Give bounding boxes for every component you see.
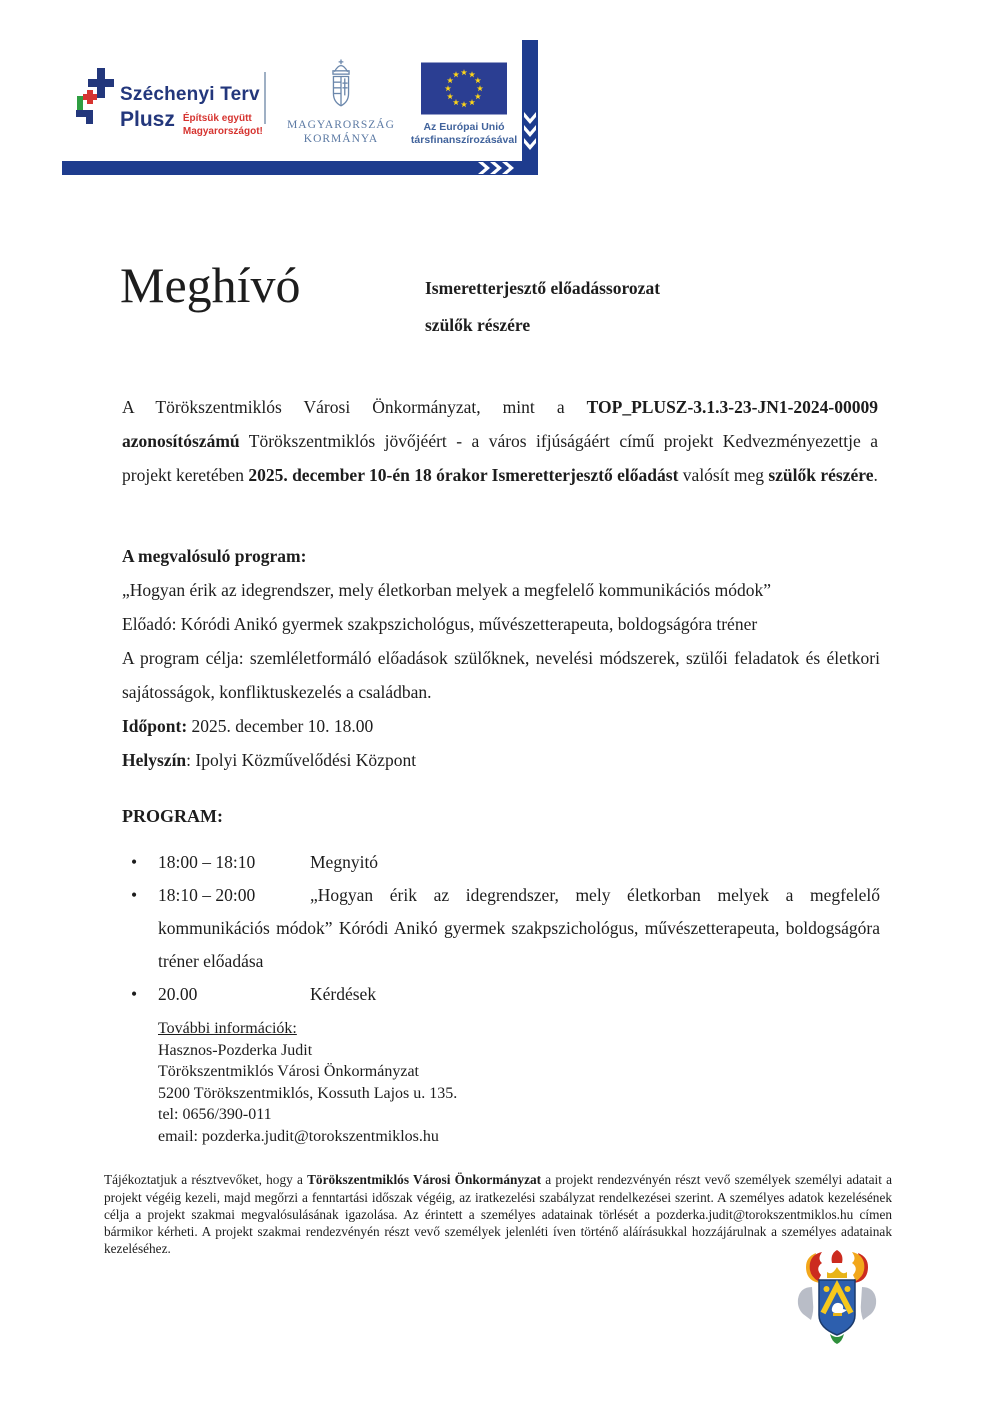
bullet-dot-icon: • (131, 984, 138, 1004)
eu-flag-icon (421, 62, 507, 115)
page-subtitle (425, 270, 660, 344)
schedule-heading: PROGRAM: (122, 806, 223, 826)
header-divider (264, 72, 266, 124)
contact-line: email: pozderka.judit@torokszentmiklos.hu (158, 1127, 439, 1145)
header-horizontal-bar (62, 161, 538, 175)
contact-heading: További információk: (158, 1020, 297, 1037)
szechenyi-logo-plusz: Plusz (120, 108, 175, 131)
schedule-item-time: 18:00 – 18:10 (158, 852, 256, 872)
hungary-government-label: MAGYARORSZÁG KORMÁNYA (287, 119, 395, 145)
chevrons-down-icon (524, 112, 536, 152)
program-section-heading: A megvalósuló program: (122, 546, 307, 566)
eu-cofinancing-logo (404, 62, 524, 147)
program-line: „Hogyan érik az idegrendszer, mely életkorban melyek a megfelelő kommunikációs módok” (122, 580, 771, 600)
hungary-coat-of-arms-icon (324, 56, 358, 114)
date-label: Időpont: (122, 716, 188, 736)
contact-line: Hasznos-Pozderka Judit (158, 1041, 313, 1059)
schedule-item-time: 18:10 – 20:00 (158, 885, 256, 905)
contact-line: 5200 Törökszentmiklós, Kossuth Lajos u. 135. (158, 1084, 458, 1102)
page-title: Meghívó (120, 257, 301, 313)
program-lines (122, 573, 880, 709)
bullet-dot-icon: • (131, 852, 138, 872)
venue-label: Helyszín (122, 750, 187, 770)
program-section (122, 539, 880, 777)
program-venue-line (122, 743, 880, 777)
program-line: Előadó: Kóródi Anikó gyermek szakpszichológus, művészetterapeuta, boldogságóra tréner (122, 614, 758, 634)
contact-block (158, 1018, 457, 1147)
schedule-item (131, 978, 880, 1011)
contact-line: Törökszentmiklós Városi Önkormányzat (158, 1063, 419, 1080)
contact-lines (158, 1040, 457, 1148)
schedule-item (131, 846, 880, 879)
szechenyi-terv-plusz-logo (76, 64, 276, 154)
date-value: 2025. december 10. 18.00 (187, 716, 374, 736)
subtitle-line-1: Ismeretterjesztő előadássorozat (425, 278, 661, 298)
schedule-item-description: „Hogyan érik az idegrendszer, mely életkorban melyek a megfelelő kommunikációs módok” Kóródi Anikó gyermek szakpszichológus, művészetterapeuta, boldogságóra tréner előadása (158, 885, 880, 971)
privacy-disclaimer: Tájékoztatjuk a résztvevőket, hogy a Törökszentmiklós Városi Önkormányzat a projekt rendezvényén részt vevő személyek személyi adatait a projekt végéig kezeli, majd megőrzi a fenntartási időszak végéig, az iratkezelési szabályzat rendelkezései szerint. A személyes adatok kezelésének célja a projekt szakmai megvalósulásának igazolása. Az érintett a személyes adatainak törlését a pozderka.judit@torokszentmiklos.hu címen bármikor kérheti. A projekt szakmai rendezvényén részt vevő személyek jelenléti íven történő aláírásukkal hozzájárulnak a személyes adatainak kezeléséhez. (104, 1172, 892, 1257)
schedule-item-description: Kérdések (310, 984, 377, 1004)
eu-cofinancing-caption: Az Európai Unió társfinanszírozásával (410, 121, 518, 146)
schedule-list (131, 846, 880, 1011)
contact-line: tel: 0656/390-011 (158, 1106, 272, 1123)
bullet-dot-icon: • (131, 885, 138, 905)
header-vertical-bar (522, 40, 538, 175)
hungary-government-logo (280, 56, 402, 146)
program-line: A program célja: szemléletformáló előadások szülőknek, nevelési módszerek, szülői feladatok és életkori sajátosságok, konfliktuskezelés a családban. (122, 648, 880, 702)
intro-paragraph: A Törökszentmiklós Városi Önkormányzat, mint a TOP_PLUSZ-3.1.3-23-JN1-2024-00009 azonosítószámú Törökszentmiklós jövőjéért - a város ifjúságáért című projekt Kedvezményezettje a projekt keretében 2025. december 10-én 18 órakor Ismeretterjesztő előadást valósít meg szülők részére. (122, 396, 878, 485)
szechenyi-plusz-cross-icon (76, 66, 114, 124)
szechenyi-logo-tagline: Építsük együtt Magyarországot! (182, 113, 263, 137)
chevrons-right-icon (478, 162, 516, 174)
torokszentmiklos-coat-of-arms-icon (790, 1249, 884, 1347)
szechenyi-logo-name: Széchenyi Terv (120, 84, 260, 105)
program-date-line (122, 709, 880, 743)
schedule-item-description: Megnyitó (310, 852, 379, 872)
schedule-item (131, 879, 880, 978)
subtitle-line-2: szülők részére (425, 315, 531, 335)
schedule-item-time: 20.00 (158, 984, 198, 1004)
venue-value: : Ipolyi Közművelődési Központ (186, 750, 417, 770)
